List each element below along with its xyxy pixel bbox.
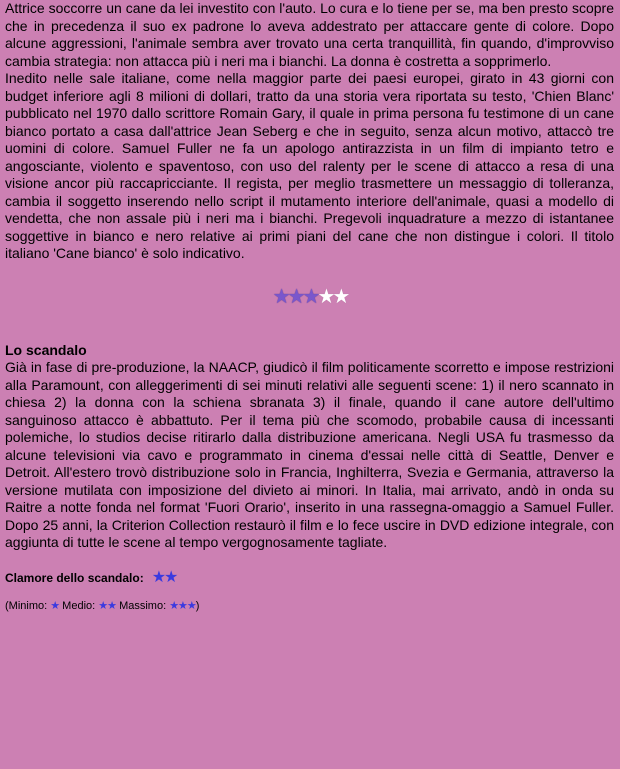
scandal-level-label: Clamore dello scandalo: [5,570,144,585]
film-rating [0,286,620,308]
plot-paragraph-2: Inedito nelle sale italiane, come nella maggior parte dei paesi europei, girato in 43 giorni con budget inferiore agli 8 milioni di dollari, tratto da una storia vera riportata su testo, 'Chien Blanc' pubblicato nel 1970 dallo scrittore Romain Gary, il quale in prima persona fu testimone di un cane bianco portato a casa dall'attrice Jean Seberg e che in seguito, senza alcun motivo, attaccò tre uomini di colore. Samuel Fuller ne fa un apologo antirazzista in un film di impianto tetro e angosciante, violento e spaventoso, con uso del ralenty per le scene di attacco a resa di una visione ancor più raccapricciante. Il regista, per meglio trasmettere un messaggio di tolleranza, cambia il soggetto inserendo nello script il mutamento interiore dell'animale, quasi a modello di vendetta, che non assale più i neri ma i bianchi. Pregevoli inquadrature a mezzo di istantanee soggettive in bianco e nero relative ai primi piani del cane che non distingue i colori. Il titolo italiano 'Cane bianco' è solo indicativo. [5,70,614,261]
scandal-level [0,568,620,588]
scale-massimo-label: Massimo: [119,599,167,612]
scale-open: (Minimo: [5,599,48,612]
scandal-level-stars-icon: ★★ [151,568,177,586]
scale-massimo-stars-icon: ★★★ [169,599,196,612]
scandal-paragraph: Già in fase di pre-produzione, la NAACP, giudicò il film politicamente scorretto e impose restrizioni alla Paramount, con alleggerimenti di sei minuti relativi alle seguenti scene: 1) il nero scannato in chiesa 2) la donna con la schiena sbranata 3) il finale, quando il cane autore dell'ultimo sanguinoso attacco è abbattuto. Per il tema più che scomodo, probabile causa di incessanti polemiche, lo studios decise ritirarlo dalla distribuzione americana. Negli USA fu trasmesso da alcune televisioni via cavo e programmato in cinema d'essai nelle città di Seattle, Denver e Detroit. All'estero trovò distribuzione solo in Francia, Inghilterra, Svezia e Germania, attraverso la versione mutilata con imposizione del divieto ai minori. In Italia, mai arrivato, andò in onda su Raitre a notte fonda nel format 'Fuori Orario', inserito in una rassegna-omaggio a Samuel Fuller. Dopo 25 anni, la Criterion Collection restaurò il film e lo fece uscire in DVD edizione integrale, con aggiunta di tutte le scene al tempo vergognosamente tagliate. [5,359,614,550]
scale-medio-stars-icon: ★★ [98,599,116,612]
rating-empty-stars-icon: ★★ [317,285,348,308]
plot-paragraph-1: Attrice soccorre un cane da lei investito con l'auto. Lo cura e lo tiene per se, ma ben presto scopre che in precedenza il suo ex padrone lo aveva addestrato per attaccare gente di colore. Dopo alcune aggressioni, l'animale sembra aver trovato una certa tranquillità, fin quando, d'improvviso cambia strategia: non attacca più i neri ma i bianchi. La donna è costretta a sopprimerlo. [5,0,614,69]
scale-close: ) [195,599,200,612]
rating-filled-stars-icon: ★★★ [272,285,318,308]
scale-medio-label: Medio: [62,599,96,612]
scandal-scale-legend [0,598,620,614]
scale-min-star-icon: ★ [50,599,60,612]
scandal-heading: Lo scandalo [5,341,87,358]
